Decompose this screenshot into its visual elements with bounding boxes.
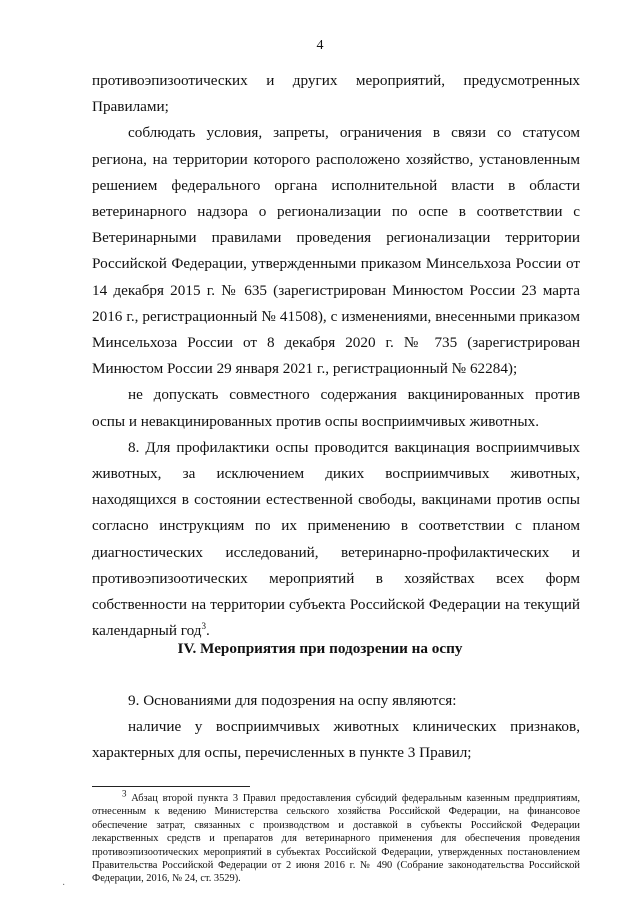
paragraph: противоэпизоотических и других мероприятий, предусмотренных Правилами; <box>92 72 580 116</box>
paragraph: соблюдать условия, запреты, ограничения в связи со статусом региона, на территории которого расположено хозяйство, установленным решением федерального органа исполнительной власти в области ветеринарного надзора о регионализации по оспе в соответствии с Ветеринарными правилами проведения регионализации территории Российской Федерации, утвержденными приказом Минсельхоза России от 14 декабря 2015 г. № 635 (зарегистрирован Минюстом России 23 марта 2016 г., регистрационный № 41508), с изменениями, внесенными приказом Минсельхоза России от 8 декабря 2020 г. № 735 (зарегистрирован Минюстом России 29 января 2021 г., регистрационный № 62284); <box>92 124 580 378</box>
scan-artifact: · <box>62 880 66 891</box>
paragraph-end: . <box>206 622 210 640</box>
footnote <box>92 788 580 886</box>
footnote-text: Абзац второй пункта 3 Правил предоставления субсидий федеральным казенным предприятиям, отнесенным к ведению Министерства сельского хозяйства Российской Федерации, на финансовое обеспечение затрат, связанных с производством и доставкой в субъекты Российской Федерации лекарственных средств и препаратов для ветеринарного применения для обеспечения проведения противоэпизоотических мероприятий в субъектах Российской Федерации, утвержденных постановлением Правительства Российской Федерации от 2 июня 2016 г. № 490 (Собрание законодательства Российской Федерации, 2016, № 24, ст. 3529). <box>92 793 580 885</box>
paragraph: наличие у восприимчивых животных клинических признаков, характерных для оспы, перечисленных в пункте 3 Правил; <box>92 718 580 762</box>
paragraph-text: 8. Для профилактики оспы проводится вакцинация восприимчивых животных, за исключением диких восприимчивых животных, находящихся в состоянии естественной свободы, вакцинами против оспы согласно инструкциям по их применению в соответствии с планом диагностических исследований, ветеринарно-профилактических и противоэпизоотических мероприятий в хозяйствах всех форм собственности на территории субъекта Российской Федерации на текущий календарный год <box>92 438 580 640</box>
page-number: 4 <box>316 38 324 53</box>
footnote-reference[interactable]: 3 <box>201 621 207 632</box>
document-body-bottom <box>92 688 580 767</box>
footnote-marker: 3 <box>122 788 127 799</box>
paragraph-9: 9. Основаниями для подозрения на оспу являются: <box>128 692 457 709</box>
footnote-separator <box>92 786 250 787</box>
paragraph: не допускать совместного содержания вакцинированных против оспы и невакцинированных против оспы восприимчивых животных. <box>92 386 580 430</box>
section-heading: IV. Мероприятия при подозрении на оспу <box>177 640 463 657</box>
paragraph-8 <box>92 435 580 645</box>
document-body-top <box>92 68 580 644</box>
